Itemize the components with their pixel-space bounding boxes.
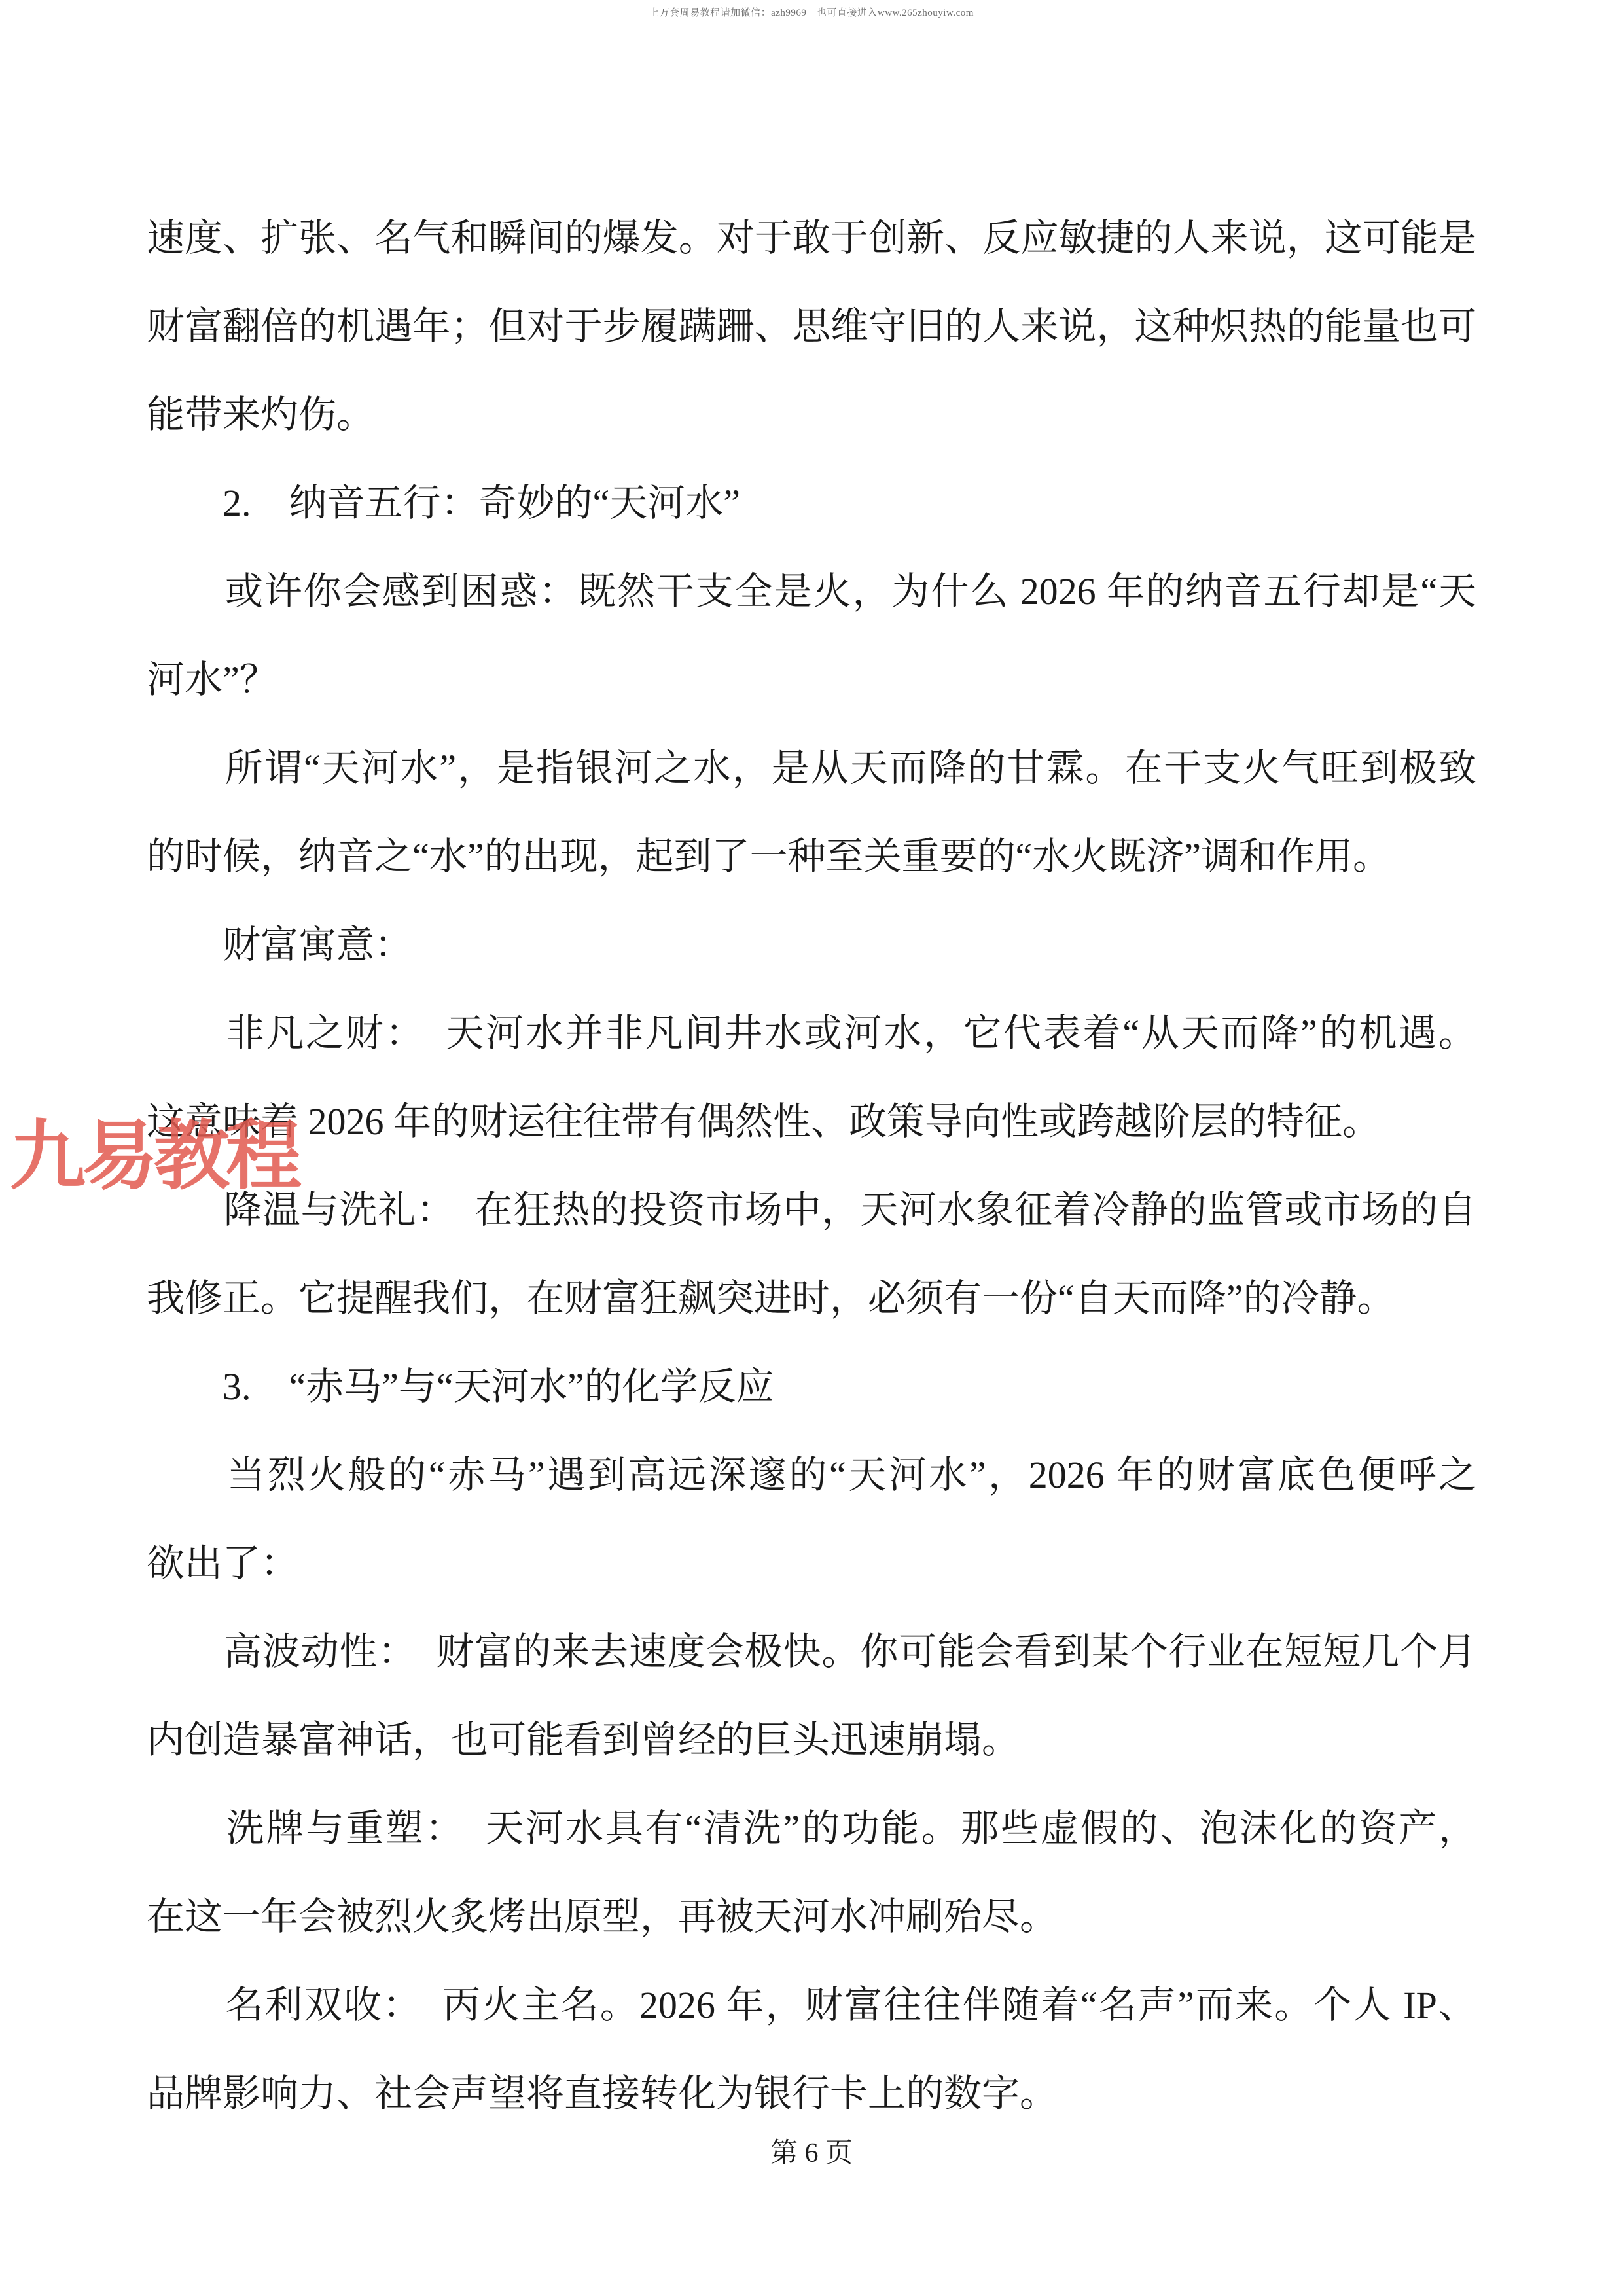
text-line: 或许你会感到困惑：既然干支全是火，为什么 2026 年的纳音五行却是“天 bbox=[147, 570, 1476, 613]
text-line: 降温与洗礼： 在狂热的投资市场中，天河水象征着冷静的监管或市场的自 bbox=[147, 1189, 1476, 1231]
text-line: 我修正。它提醒我们，在财富狂飙突进时，必须有一份“自天而降”的冷静。 bbox=[147, 1277, 1395, 1319]
watermark: 九易教程 bbox=[10, 1113, 298, 1198]
text-line: 内创造暴富神话，也可能看到曾经的巨头迅速崩塌。 bbox=[147, 1719, 1020, 1761]
text-line: 在这一年会被烈火炙烤出原型，再被天河水冲刷殆尽。 bbox=[147, 1895, 1058, 1938]
text-line: 高波动性： 财富的来去速度会极快。你可能会看到某个行业在短短几个月 bbox=[147, 1630, 1476, 1673]
text-line: 财富翻倍的机遇年；但对于步履蹒跚、思维守旧的人来说，这种炽热的能量也可 bbox=[147, 305, 1476, 348]
text-line: 名利双收： 丙火主名。2026 年，财富往往伴随着“名声”而来。个人 IP、 bbox=[147, 1984, 1476, 2026]
text-line: 欲出了： bbox=[147, 1542, 299, 1585]
page-number: 第 6 页 bbox=[770, 2138, 853, 2168]
text-line: 品牌影响力、社会声望将直接转化为银行卡上的数字。 bbox=[147, 2072, 1058, 2115]
text-line: 财富寓意： bbox=[147, 924, 413, 966]
text-line: 能带来灼伤。 bbox=[147, 393, 375, 436]
text-line: 这意味着 2026 年的财运往往带有偶然性、政策导向性或跨越阶层的特征。 bbox=[147, 1100, 1381, 1143]
text-line: 3. “赤马”与“天河水”的化学反应 bbox=[147, 1365, 774, 1408]
text-line: 速度、扩张、名气和瞬间的爆发。对于敢于创新、反应敏捷的人来说，这可能是 bbox=[147, 217, 1476, 259]
text-line: 2. 纳音五行：奇妙的“天河水” bbox=[147, 482, 740, 524]
text-line: 当烈火般的“赤马”遇到高远深邃的“天河水”，2026 年的财富底色便呼之 bbox=[147, 1454, 1476, 1496]
body-text bbox=[147, 194, 1476, 2138]
text-line: 非凡之财： 天河水并非凡间井水或河水，它代表着“从天而降”的机遇。 bbox=[147, 1012, 1476, 1054]
text-line: 的时候，纳音之“水”的出现，起到了一种至关重要的“水火既济”调和作用。 bbox=[147, 835, 1391, 878]
text-line: 洗牌与重塑： 天河水具有“清洗”的功能。那些虚假的、泡沫化的资产， bbox=[147, 1807, 1476, 1850]
text-line: 所谓“天河水”，是指银河之水，是从天而降的甘霖。在干支火气旺到极致 bbox=[147, 747, 1476, 789]
page-header: 上万套周易教程请加微信：azh9969 也可直接进入www.265zhouyiw.com bbox=[649, 8, 974, 18]
text-line: 河水”？ bbox=[147, 658, 277, 701]
